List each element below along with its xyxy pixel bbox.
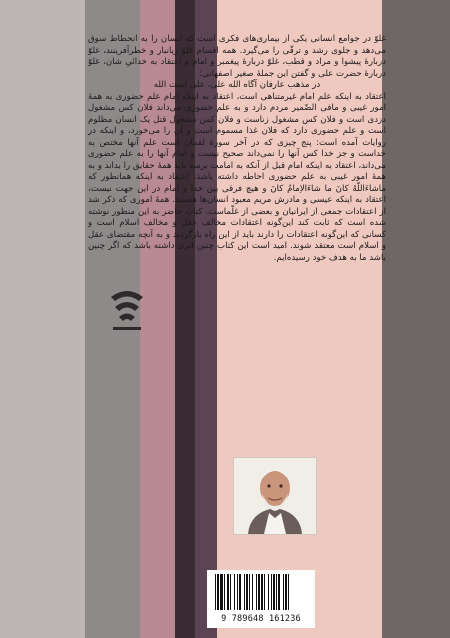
barcode-bar bbox=[252, 574, 253, 610]
barcode-bar bbox=[273, 574, 275, 610]
barcode-bar bbox=[239, 574, 241, 610]
barcode-bar bbox=[278, 574, 280, 610]
barcode bbox=[207, 570, 315, 628]
barcode-bar bbox=[256, 574, 257, 610]
barcode-bar bbox=[261, 574, 263, 610]
barcode-bar bbox=[215, 574, 216, 610]
barcode-bar bbox=[258, 574, 260, 610]
cover-stripe-left bbox=[0, 0, 85, 638]
barcode-bar bbox=[246, 574, 248, 610]
barcode-bar bbox=[217, 574, 219, 610]
barcode-bar bbox=[288, 574, 289, 610]
description-paragraph-intro: غلوّ در جوامع انسانی یکی از بیماری‌های فکری است که انسان را به انحطاط سوق می‌دهد و جلوی رشد و ترقّی را می‌گیرد. همه اقسام غلوّ زیانبار و خطرآفرینند، غلوّ دربارهٔ پیشوا و مراد و قطب، غلوّ دربارهٔ پیغمبر و امام و اعتقاد به خدائیِ شان، غلوّ دربارهٔ حضرت علی و گفتن این جملهٔ صغیر اصفهانی: bbox=[88, 34, 386, 79]
barcode-bar bbox=[271, 574, 272, 610]
barcode-bar bbox=[276, 574, 277, 610]
barcode-bar bbox=[268, 574, 269, 610]
barcode-bar bbox=[227, 574, 229, 610]
barcode-bar bbox=[264, 574, 265, 610]
back-cover-description bbox=[88, 34, 386, 474]
barcode-bar bbox=[237, 574, 238, 610]
poem-verse: در مذهب عارفان آگاه الله علی، علی است الله bbox=[153, 80, 321, 90]
barcode-bar bbox=[285, 574, 287, 610]
barcode-bar bbox=[220, 574, 223, 610]
author-photo bbox=[233, 457, 317, 535]
barcode-bar bbox=[230, 574, 231, 610]
barcode-bar bbox=[249, 574, 250, 610]
barcode-bar bbox=[224, 574, 225, 610]
author-portrait-icon bbox=[234, 458, 316, 534]
barcode-number: 9 789648 161236 bbox=[221, 614, 301, 624]
description-paragraph-main: اعتقاد به اینکه علم امام غیرمتناهی است، اعتقاد به اینکه امام علم حضوری به همهٔ امور غیبی و مافی الضّمیر مردم دارد و به علم حضوری می‌داند فلان کس مشغول دزدی است و فلان کس مشغول زناست و فلان کس مشغول قتل یک انسان مظلوم است و علم حضوری دارد که فلان غذا مسموم است و آن را می‌خورد، و اینکه در روایات آمده است: پنج چیزی که در آخر سورهٔ لقمان است علم آنها مختص به خداست و جز خدا کس آنها را نمی‌داند صحیح نیست و امام آنها را به علم حضوری می‌داند، اعتقاد به اینکه امام قبل از آنکه به امامت برسد باید همهٔ حقایق را بداند و به همهٔ امور غیبی به علم حضوری احاطه داشته باشد، اعتقاد به اینکه همانطور که ماشاءَاللّهُ كانَ ما شاءَالاِمامُ كانَ و هیچ فرقی بین خدا و امام در این جهت نیست، اعتقاد به اینکه عیسی و مادرش مریم معبود انسان‌ها هستند. همهٔ اموری که ذکر شد از اعتقادات جمعی از ایرانیان و بعضی از غلّماست. کتاب حاضر به این منظور نوشته شده است که ثابت کند این‌گونه اعتقادات مخالف عقل و مخالف اسلام است و کسانی که این‌گونه اعتقادات را دارند باید از این راه بازگردند و به آنچه مقتضای عقل و اسلام است معتقد شوند. امید است این کتاب چنین اثری داشته باشد که اگر چنین باشد ما به هدف خود رسیده‌ایم. bbox=[88, 91, 386, 263]
barcode-bar bbox=[234, 574, 235, 610]
barcode-bar bbox=[244, 574, 245, 610]
cover-stripe-right bbox=[382, 0, 450, 638]
barcode-bars-icon bbox=[207, 574, 315, 614]
barcode-bar bbox=[283, 574, 284, 610]
